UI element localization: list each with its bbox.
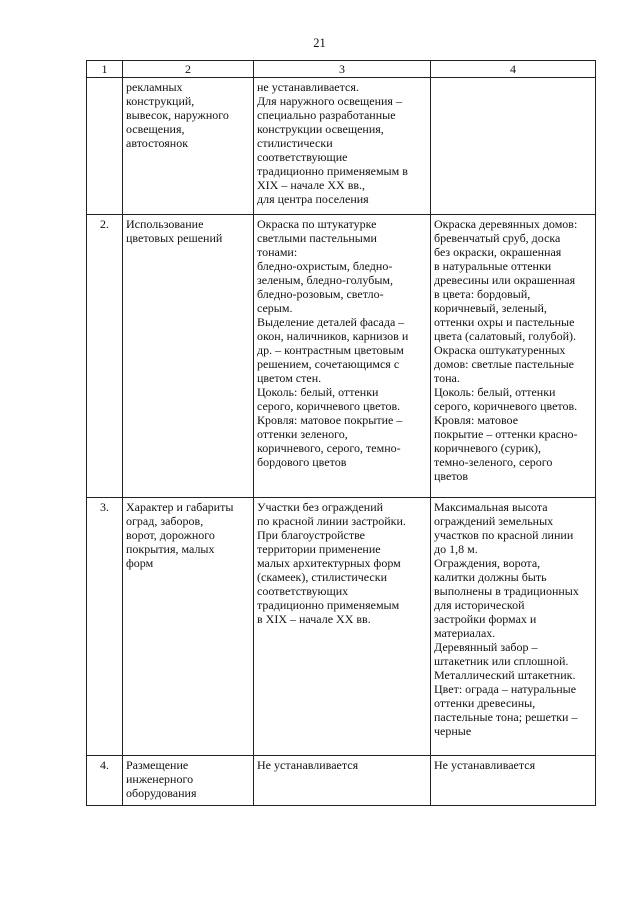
row-name: Характер и габариты оград, заборов, ворот, дорожного покрытия, малых форм [123, 498, 254, 756]
row-col3: не устанавливается. Для наружного освещения – специально разработанные конструкции освещения, стилистически соответствующие традиционно применяемым в XIX – начале XX вв., для центра поселения [254, 78, 431, 215]
regulations-table [86, 60, 596, 806]
page-number: 21 [313, 36, 326, 50]
table-row [87, 498, 596, 756]
header-cell-1: 1 [87, 61, 123, 78]
row-col4 [431, 78, 596, 215]
table-header-row [87, 61, 596, 78]
row-name: рекламных конструкций, вывесок, наружного освещения, автостоянок [123, 78, 254, 215]
header-cell-4: 4 [431, 61, 596, 78]
row-name: Использование цветовых решений [123, 215, 254, 498]
row-col3: Окраска по штукатурке светлыми пастельными тонами: бледно-охристым, бледно- зеленым, бледно-голубым, бледно-розовым, светло- серым. Выделение деталей фасада – окон, наличников, карнизов и др. – контрастным цветовым решением, сочетающимся с цветом стен. Цоколь: белый, оттенки серого, коричневого цветов. Кровля: матовое покрытие – оттенки зеленого, коричневого, серого, темно- бордового цветов [254, 215, 431, 498]
header-cell-2: 2 [123, 61, 254, 78]
row-number: 3. [87, 498, 123, 756]
row-col3: Участки без ограждений по красной линии застройки. При благоустройстве территории применение малых архитектурных форм (скамеек), стилистически соответствующих традиционно применяемым в XIX – начале XX вв. [254, 498, 431, 756]
row-col4: Окраска деревянных домов: бревенчатый сруб, доска без окраски, окрашенная в натуральные оттенки древесины или окрашенная в цвета: бордовый, коричневый, зеленый, оттенки охры и пастельные цвета (салатовый, голубой). Окраска оштукатуренных домов: светлые пастельные тона. Цоколь: белый, оттенки серого, коричневого цветов. Кровля: матовое покрытие – оттенки красно- коричневого (сурик), темно-зеленого, серого цветов [431, 215, 596, 498]
row-col4: Не устанавливается [431, 756, 596, 806]
table-row [87, 756, 596, 806]
row-number: 2. [87, 215, 123, 498]
row-number: 4. [87, 756, 123, 806]
row-number [87, 78, 123, 215]
row-col3: Не устанавливается [254, 756, 431, 806]
row-col4: Максимальная высота ограждений земельных участков по красной линии до 1,8 м. Ограждения, ворота, калитки должны быть выполнены в традиционных для исторической застройки формах и материалах. Деревянный забор – штакетник или сплошной. Металлический штакетник. Цвет: ограда – натуральные оттенки древесины, пастельные тона; решетки – черные [431, 498, 596, 756]
table-row [87, 78, 596, 215]
header-cell-3: 3 [254, 61, 431, 78]
table-row [87, 215, 596, 498]
row-name: Размещение инженерного оборудования [123, 756, 254, 806]
